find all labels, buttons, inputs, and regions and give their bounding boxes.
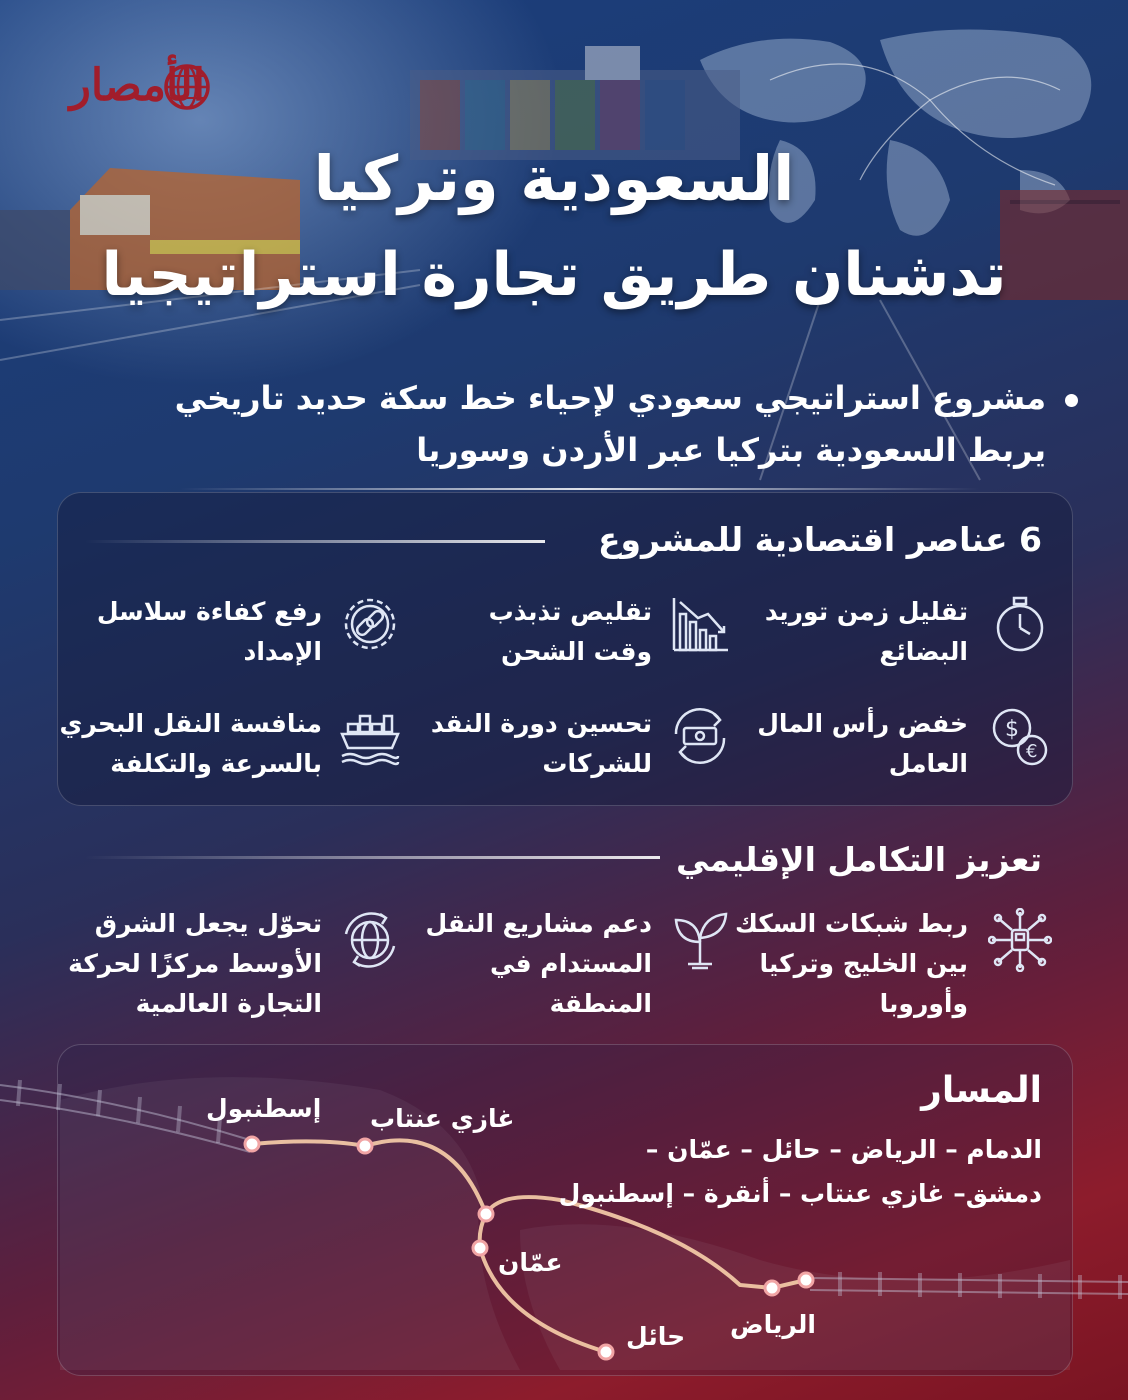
city-label-riyadh: الرياض xyxy=(730,1310,816,1339)
dammam-node xyxy=(799,1273,813,1287)
economic-item-4-label: خفض رأس المال العامل xyxy=(757,709,968,778)
logo-wordmark: الأمصار xyxy=(69,60,205,111)
economic-item-1-label: تقليل زمن توريد البضائع xyxy=(764,597,968,666)
route-line-1: الدمام – الرياض – حائل – عمّان – xyxy=(645,1135,1042,1164)
istanbul-node xyxy=(245,1137,259,1151)
riyadh-node xyxy=(765,1281,779,1295)
city-label-amman: عمّان xyxy=(498,1248,563,1277)
economic-item-2-label: تقليص تذبذب وقت الشحن xyxy=(488,597,652,666)
page-subtitle: تدشنان طريق تجارة استراتيجيا xyxy=(101,240,1007,310)
route-line-2: دمشق– غازي عنتاب – أنقرة – إسطنبول xyxy=(558,1179,1042,1208)
gaziantep-node xyxy=(358,1139,372,1153)
damascus-node xyxy=(479,1207,493,1221)
page-title: السعودية وتركيا xyxy=(313,142,795,215)
svg-text:€: € xyxy=(1026,741,1038,762)
hail-node xyxy=(599,1345,613,1359)
regional-item-3-label: تحوّل يجعل الشرق الأوسط مركزًا لحركة التجارة العالمية xyxy=(68,909,322,1018)
regional-item-1-label: ربط شبكات السكك بين الخليج وتركيا وأوروبا xyxy=(734,909,968,1018)
svg-text:$: $ xyxy=(1005,717,1019,742)
city-label-gaziantep: غازي عنتاب xyxy=(370,1104,515,1133)
economic-item-3-label: رفع كفاءة سلاسل الإمداد xyxy=(96,597,322,666)
economic-item-6-label: منافسة النقل البحري بالسرعة والتكلفة xyxy=(59,709,322,778)
city-label-hail: حائل xyxy=(626,1322,686,1351)
intro-line-1: مشروع استراتيجي سعودي لإحياء خط سكة حديد تاريخي xyxy=(174,379,1046,417)
regional-item-2-label: دعم مشاريع النقل المستدام في المنطقة xyxy=(425,909,652,1018)
intro-line-2: يربط السعودية بتركيا عبر الأردن وسوريا xyxy=(416,431,1046,469)
regional-heading: تعزيز التكامل الإقليمي xyxy=(675,840,1042,879)
amman-node xyxy=(473,1241,487,1255)
economic-heading: 6 عناصر اقتصادية للمشروع xyxy=(597,520,1042,559)
economic-item-5-label: تحسين دورة النقد للشركات xyxy=(430,709,652,778)
route-heading: المسار xyxy=(921,1070,1042,1111)
city-label-istanbul: إسطنبول xyxy=(206,1094,322,1123)
route-description xyxy=(542,1128,1042,1216)
